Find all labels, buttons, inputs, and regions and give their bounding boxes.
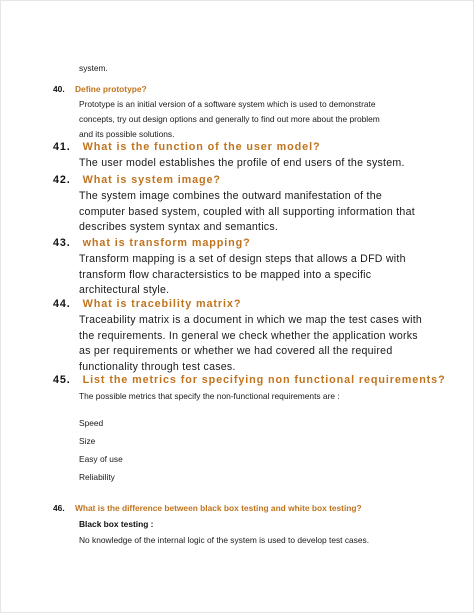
answer-line: and its possible solutions. [79,129,175,139]
answer-line: the requirements. In general we check whether the application works [79,329,418,342]
answer-line: transform flow charactersistics to be mapped into a specific [79,268,372,281]
answer-42 [79,189,415,236]
question-text: What is tracebility matrix? [82,298,242,310]
question-text: List the metrics for specifying non functional requirements? [82,374,446,386]
answer-line: Traceability matrix is a document in which we map the test cases with [79,314,423,326]
metric-item: Size [79,436,96,446]
answer-line: describes system syntax and semantics. [79,221,279,233]
answer-46-line: No knowledge of the internal logic of the system is used to develop test cases. [79,535,370,545]
answer-line: Prototype is an initial version of a software system which is used to demonstrate [79,99,376,109]
question-41 [53,140,320,154]
question-text: What is the function of the user model? [82,141,321,153]
question-43 [53,236,251,250]
answer-44 [79,313,422,375]
metric-item: Reliability [79,472,115,482]
question-40 [53,82,147,96]
question-number: 41. [53,141,71,153]
question-number: 40. [53,84,65,94]
question-number: 42. [53,174,71,186]
intro-fragment: system. [79,63,108,73]
question-46 [53,501,362,515]
question-number: 44. [53,298,71,310]
answer-line: Transform mapping is a set of design steps that allows a DFD with [79,253,406,265]
metric-item: Speed [79,418,104,428]
answer-40 [79,97,380,142]
question-42 [53,173,221,187]
black-box-subheading: Black box testing : [79,519,154,529]
question-number: 46. [53,503,65,513]
answer-41 [79,156,405,172]
answer-line: The user model establishes the profile of end users of the system. [79,157,405,169]
question-text: What is system image? [82,174,221,186]
answer-line: The system image combines the outward manifestation of the [79,190,383,202]
question-text: what is transform mapping? [82,237,251,249]
question-number: 45. [53,374,71,386]
answer-45-intro: The possible metrics that specify the non-functional requirements are : [79,391,340,401]
answer-line: as per requirements or whether we had covered all the required [79,345,393,357]
answer-line: architectural style. [79,284,170,296]
question-text: Define prototype? [74,84,147,94]
question-number: 43. [53,237,71,249]
answer-line: computer based system, coupled with all supporting information that [79,205,415,218]
answer-line: concepts, try out design options and generally to find out more about the problem [79,114,380,124]
answer-43 [79,252,406,299]
question-44 [53,297,241,311]
question-45 [53,373,446,387]
question-text: What is the difference between black box testing and white box testing? [74,503,362,513]
answer-line: functionality through test cases. [79,360,236,373]
metric-item: Easy of use [79,454,123,464]
